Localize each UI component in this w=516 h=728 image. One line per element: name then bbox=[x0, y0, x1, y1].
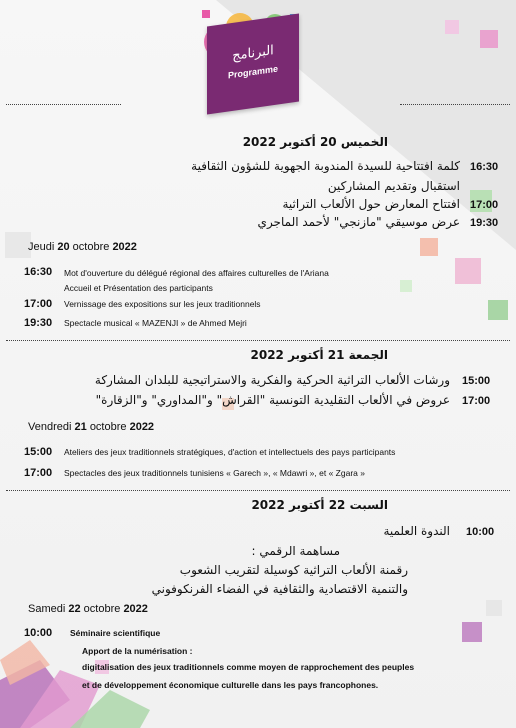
decorative-square bbox=[420, 238, 438, 256]
day2-ar-item-2: عروض في الألعاب التقليدية التونسية "القراش" و"المداوري" و"الزقارة" bbox=[95, 393, 450, 407]
day1-ar-item-1: كلمة افتتاحية للسيدة المندوبة الجهوية للشؤون الثقافية bbox=[191, 159, 460, 173]
day1-fr-time-1: 16:30 bbox=[24, 266, 53, 278]
day2-ar-title: الجمعة 21 أكتوبر 2022 bbox=[250, 348, 388, 362]
day1-fr-time-4: 19:30 bbox=[24, 317, 53, 329]
day3-fr-line-3: digitalisation des jeux traditionnels comme moyen de rapprochement des peuples bbox=[82, 662, 415, 672]
program-logo bbox=[207, 14, 299, 115]
decorative-square bbox=[455, 258, 481, 284]
day1-fr-item-3: Vernissage des expositions sur les jeux traditionnels bbox=[64, 299, 261, 309]
day3-fr-day: Samedi bbox=[28, 603, 66, 615]
day2-fr-item-1: Ateliers des jeux traditionnels stratégiques, d'action et intellectuels des pays participants bbox=[64, 447, 396, 457]
day3-ar-line-2: مساهمة الرقمي : bbox=[251, 544, 340, 558]
day2-ar-time-1: 15:00 bbox=[462, 375, 491, 387]
day2-fr-title bbox=[28, 421, 154, 433]
day1-ar-time-3: 17:00 bbox=[470, 199, 499, 211]
decorative-square bbox=[480, 30, 498, 48]
day3-ar-line-4: والتنمية الاقتصادية والثقافية في الفضاء الفرنكوفوني bbox=[151, 582, 408, 596]
day3-ar-title: السبت 22 أكتوبر 2022 bbox=[251, 498, 388, 512]
day1-ar-time-1: 16:30 bbox=[470, 161, 499, 173]
day1-ar-item-4: عرض موسيقي "مازنجي" لأحمد الماجري bbox=[257, 215, 460, 229]
day3-fr-line-4: et de développement économique culturelle dans les pays francophones. bbox=[82, 680, 379, 690]
day3-fr-time: 10:00 bbox=[24, 627, 53, 639]
day2-fr-year: 2022 bbox=[129, 421, 155, 433]
day1-ar-title: الخميس 20 أكتوبر 2022 bbox=[242, 135, 388, 149]
logo-title-fr: Programme bbox=[227, 63, 279, 81]
logo-title-ar: البرنامج bbox=[232, 43, 274, 64]
separator bbox=[6, 104, 121, 105]
day3-ar-time: 10:00 bbox=[466, 526, 495, 538]
separator bbox=[6, 340, 510, 341]
separator bbox=[400, 104, 510, 105]
day1-fr-title bbox=[28, 241, 137, 253]
day1-ar-item-2: استقبال وتقديم المشاركين bbox=[327, 179, 460, 193]
decorative-square bbox=[400, 280, 412, 292]
day3-fr-line-2: Apport de la numérisation : bbox=[82, 646, 193, 656]
day1-fr-time-3: 17:00 bbox=[24, 298, 53, 310]
decorative-square bbox=[445, 20, 459, 34]
day2-fr-time-2: 17:00 bbox=[24, 467, 53, 479]
day2-fr-day: Vendredi bbox=[28, 421, 72, 433]
day1-ar-item-3: افتتاح المعارض حول الألعاب التراثية bbox=[282, 197, 460, 211]
day1-fr-year: 2022 bbox=[112, 241, 137, 253]
day3-ar-line-1: الندوة العلمية bbox=[383, 524, 450, 538]
day1-fr-month: octobre bbox=[72, 241, 110, 253]
day2-fr-time-1: 15:00 bbox=[24, 446, 53, 458]
day1-fr-item-4: Spectacle musical « MAZENJI » de Ahmed Mejri bbox=[64, 318, 247, 328]
day3-ar-line-3: رقمنة الألعاب التراثية كوسيلة لتقريب الشعوب bbox=[179, 563, 408, 577]
day1-ar-time-4: 19:30 bbox=[470, 217, 499, 229]
day2-fr-month: octobre bbox=[89, 421, 127, 433]
day3-fr-year: 2022 bbox=[123, 603, 148, 615]
day1-fr-date: 20 bbox=[57, 241, 70, 253]
decorative-square bbox=[462, 622, 482, 642]
day3-fr-date: 22 bbox=[68, 603, 81, 615]
separator bbox=[6, 490, 510, 491]
day1-fr-item-1: Mot d'ouverture du délégué régional des affaires culturelles de l'Ariana bbox=[64, 268, 329, 278]
day1-fr-day: Jeudi bbox=[28, 241, 55, 253]
decorative-square bbox=[488, 300, 508, 320]
day3-fr-title bbox=[28, 603, 148, 615]
day2-fr-item-2: Spectacles des jeux traditionnels tunisiens « Garech », « Mdawri », et « Zgara » bbox=[64, 468, 365, 478]
day2-ar-time-2: 17:00 bbox=[462, 395, 491, 407]
day1-fr-item-2: Accueil et Présentation des participants bbox=[64, 283, 213, 293]
day3-fr-line-1: Séminaire scientifique bbox=[70, 628, 161, 638]
day3-fr-month: octobre bbox=[83, 603, 121, 615]
day2-fr-date: 21 bbox=[74, 421, 87, 433]
decorative-square bbox=[486, 600, 502, 616]
day2-ar-item-1: ورشات الألعاب التراثية الحركية والفكرية والاستراتيجية للبلدان المشاركة bbox=[94, 373, 450, 387]
